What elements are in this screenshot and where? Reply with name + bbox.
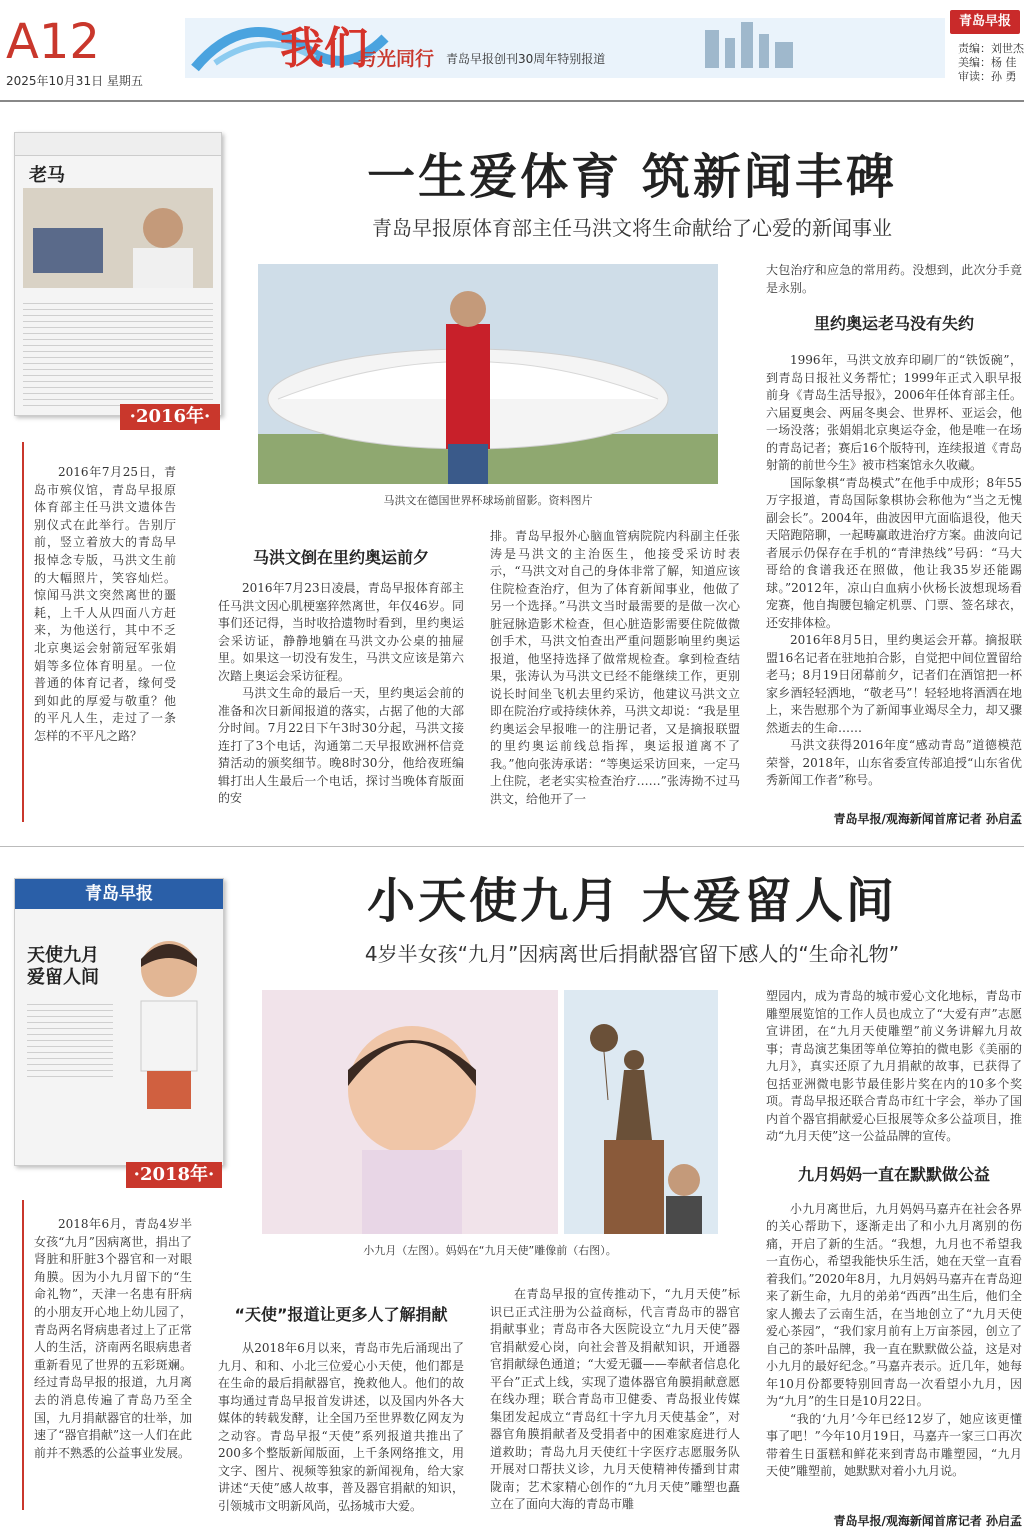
thumbnail-title: 老马 <box>29 165 65 186</box>
byline: 青岛早报/观海新闻首席记者 孙启孟 <box>833 1514 1022 1528</box>
newspaper-logo: 青岛早报 <box>950 10 1020 34</box>
statue-photo <box>564 990 718 1234</box>
svg-text:我们: 我们 <box>280 23 368 74</box>
paragraph: 马洪文生命的最后一天，里约奥运会前的准备和次日新闻报道的落实，占据了他的大部分时间。7月22日下午3时30分起，马洪文接连打了3个电话，沟通第二天早报欧洲杯信竞猜活动的颁奖细节。晚8时30分，他给夜班编辑打出人生最后一个电话，探讨当晚体育版面的安 <box>218 686 464 805</box>
article-column-1 <box>218 1340 464 1515</box>
credit-designer: 美编：杨 佳 <box>958 56 1017 69</box>
credits <box>958 42 1024 84</box>
article-column-3 <box>766 262 1022 790</box>
paragraph: 排。青岛早报外心脑血管病院院内科副主任张涛是马洪文的主治医生，他接受采访时表示，“马洪文对自己的身体非常了解，知道应该住院检查治疗，但为了体育新闻事业，他做了另一个选择。”马洪文当时最需要的是做一次心脏冠脉造影术检查，但心脏造影需要住院做微创手术，马洪文怕查出严重问题影响里约奥运报道，他坚持选择了做常规检查。拿到检查结果，张涛认为马洪文已经不能继续工作，更别说长时间坐飞机去里约采访，他建议马洪文立即在院治疗或持续休养，马洪文却说：“我是里约奥运会早报唯一的注册记者，又是摘报联盟的里约奥运前线总指挥，奥运报道离不了我。”他向张涛承诺：“等奥运采访回来，一定马上住院，老老实实检查治疗……”张涛拗不过马洪文，给他开了一 <box>490 529 740 806</box>
paragraph: 国际象棋“青岛模式”在他手中成形；8年55万字报道，青岛国际象棋协会称他为“当之无愧副会长”。2004年，曲波因甲亢面临退役，他天天陪跑陪聊，一起畴赢敢进治疗方案。曲波向记者展示仍保存在手机的“青津热线”号码：“马大哥给的食谱我还在照做，他让我35岁还能踢球。”2012年，凉山白血病小伙杨长波想现场看宠赛，他自掏腰包输定机票、门票、签名球衣，还安排体检。 <box>766 475 1022 630</box>
credit-proofreader: 审读：孙 勇 <box>958 70 1017 83</box>
paragraph: 在青岛早报的宣传推动下，“九月天使”标识已正式注册为公益商标，代言青岛市的器官捐献事业；青岛市各大医院设立“九月天使”器官捐献爱心岗，向社会普及捐献知识，开通器官捐献绿色通道；“大爱无疆——奉献者信息化平台”正式上线，实现了遗体器官角膜捐献意愿在线办理；联合青岛市卫健委、青岛报业传媒集团发起成立“青岛红十字九月天使基金”，对器官角膜捐献者及受捐者中的困难家庭进行人道救助；青岛九月天使红十字医疗志愿服务队开展对口帮扶义诊，九月天使精神传播到甘肃陇南；艺术家精心创作的“九月天使”雕塑也矗立在了面向大海的青岛市雕 <box>490 1287 740 1511</box>
byline: 青岛早报/观海新闻首席记者 孙启孟 <box>833 812 1022 826</box>
paragraph: 2016年8月5日，里约奥运会开幕。摘报联盟16名记者在驻地拍合影，自觉把中间位置留给老马；8月19日闭幕前夕，记者们在酒馆把一杯家乡酒轻轻洒地，“敬老马”！轻轻地将酒洒在地上，来告慰那个为了新闻事业竭尽全力，却又骤然逝去的生命…… <box>766 633 1022 735</box>
paragraph: “我的‘九月’今年已经12岁了，她应该更懂事了吧！”今年10月19日，马嘉卉一家三口再次带着生日蛋糕和鲜花来到青岛市雕塑园，“九月天使”雕塑前，她默默对着小九月说。 <box>766 1411 1022 1478</box>
paragraph: 马洪文获得2016年度“感动青岛”道德模范荣誉，2018年，山东省委宣传部追授“山东省优秀新闻工作者”称号。 <box>766 738 1022 787</box>
year-tag-2018: ·2018年· <box>126 1162 222 1188</box>
article-column-2 <box>490 528 740 808</box>
header-divider <box>0 100 1024 102</box>
article-column-1 <box>218 580 464 808</box>
girl-photo <box>262 990 558 1234</box>
section-heading: “天使”报道让更多人了解捐献 <box>234 1305 448 1324</box>
article-column-2 <box>490 1286 740 1514</box>
year-tag-2016: ·2016年· <box>120 404 220 430</box>
subheadline: 4岁半女孩“九月”因病离世后捐献器官留下感人的“生命礼物” <box>364 942 900 966</box>
thumbnail-title: 天使九月 爱留人间 <box>27 945 99 988</box>
paragraph: 从2018年6月以来，青岛市先后涌现出了九月、和和、小北三位爱心小天使，他们都是在生命的最后捐献器官，挽救他人。他们的故事均通过青岛早报首发讲述，以及国内外各大媒体的转载发酵，让全国乃至世界数亿网友为之动容。青岛早报“天使”系列报道共推出了200多个整版新闻版面，上千条网络推文，用文字、图片、视频等独家的新闻视角，给大家讲述“天使”感人故事，普及器官捐献的知识，引领城市文明新风尚，弘扬城市大爱。 <box>218 1341 464 1513</box>
side-intro-text: 2016年7月25日，青岛市殡仪馆，青岛早报原体育部主任马洪文遗体告别仪式在此举行。告别厅前，竖立着放大的青岛早报悼念专版，马洪文生前的大幅照片，笑容灿烂。惊闻马洪文突然离世的噩耗，上千人从四面八方赶来，为他送行，其中不乏北京奥运会射箭冠军张娟娟等多位体育明星。一位普通的体育记者，缘何受到如此的厚爱与敬重？他的平凡人生，走过了一条怎样的不平凡之路？ <box>34 465 176 743</box>
article-column-3 <box>766 988 1022 1481</box>
photo-caption: 马洪文在德国世界杯球场前留影。资料图片 <box>383 494 593 507</box>
page-number: A12 <box>6 14 100 70</box>
stadium-photo <box>258 264 718 484</box>
headline: 小天使九月 大爱留人间 <box>367 873 897 929</box>
side-accent-line <box>22 1200 24 1510</box>
thumbnail-text-block <box>27 999 113 1079</box>
photo-caption: 小九月（左图）。妈妈在“九月天使”雕像前（右图）。 <box>363 1244 617 1257</box>
section-heading: 里约奥运老马没有失约 <box>813 314 974 333</box>
thumbnail-photo <box>23 188 213 288</box>
paragraph: 塑园内，成为青岛的城市爱心文化地标，青岛市雕塑展览馆的工作人员也成立了“大爱有声”志愿宣讲团，在“九月天使雕塑”前义务讲解九月故事；青岛演艺集团等单位筹拍的微电影《美丽的九月》，真实还原了九月捐献的故事，已获得了包括亚洲微电影节最佳影片奖在内的10多个奖项。青岛早报还联合青岛市红十字会，举办了国内首个器官捐献爱心巨报展等众多公益项目，推动“九月天使”这一公益品牌的宣传。 <box>766 989 1022 1143</box>
section-heading: 马洪文倒在里约奥运前夕 <box>252 548 429 567</box>
thumbnail-text-block <box>23 298 213 408</box>
side-intro-text: 2018年6月，青岛4岁半女孩“九月”因病离世，捐出了肾脏和肝脏3个器官和一对眼角膜。因为小九月留下的“生命礼物”，天津一名患有肝病的小朋友开心地上幼儿园了，青岛两名肾病患者过上了正常人的生活，济南两名眼病患者重新看见了世界的五彩斑斓。经过青岛早报的报道，九月离去的消息传遍了青岛乃至全国，九月捐献器官的壮举，加速了“器官捐献”这一人们在此前并不熟悉的公益事业发展。 <box>34 1217 192 1460</box>
paragraph: 大包治疗和应急的常用药。没想到，此次分手竟是永别。 <box>766 263 1022 295</box>
anniversary-banner <box>185 8 945 88</box>
issue-date: 2025年10月31日 星期五 <box>6 74 143 88</box>
side-accent-line <box>22 442 24 822</box>
headline: 一生爱体育 筑新闻丰碑 <box>367 149 897 205</box>
anniversary-subtitle: 青岛早报创刊30周年特别报道 <box>446 52 606 66</box>
newspaper-thumbnail-2016 <box>14 132 222 416</box>
newspaper-thumbnail-2018 <box>14 878 224 1166</box>
paragraph: 1996年，马洪文放弃印刷厂的“铁饭碗”，到青岛日报社义务帮忙；1999年正式入职早报前身《青岛生活导报》，2006年任体育部主任。六届夏奥会、两届冬奥会、世界杯、亚运会，他一场没落；张娟娟北京奥运夺金，他是唯一在场的青岛记者；赛后16个版特刊，连续报道《青岛射箭的前世今生》被市档案馆永久收藏。 <box>766 353 1022 472</box>
paragraph: 2016年7月23日凌晨，青岛早报体育部主任马洪文因心肌梗塞猝然离世，年仅46岁。同事们还记得，当时收拾遗物时看到，里约奥运会采访证，静静地躺在马洪文办公桌的抽屉里。如果这一切没有发生，马洪文应该是第六次踏上奥运会采访征程。 <box>218 581 464 683</box>
thumbnail-photo <box>119 929 217 1109</box>
story-divider <box>0 846 1024 847</box>
paragraph: 小九月离世后，九月妈妈马嘉卉在社会各界的关心帮助下，逐渐走出了和小九月离别的伤痛，开启了新的生活。“我想，九月也不希望我一直伤心，希望我能快乐生活，她在天堂一直看着我们。”2020年8月，九月妈妈马嘉卉在青岛迎来了新生命，九月的弟弟“西西”出生后，他们全家人搬去了云南生活，在当地创立了“九月天使爱心茶园”，“我们家月前有上万亩茶园，创立了自己的茶叶品牌，我一直在默默做公益，这是对小九月的最好纪念。”马嘉卉表示。近几年，她每年10月份都要特别回青岛一次看望小九月，因为“九月”的生日是10月22日。 <box>766 1201 1022 1408</box>
credit-editor: 责编：刘世杰 <box>958 42 1024 55</box>
section-heading: 九月妈妈一直在默默做公益 <box>797 1164 990 1184</box>
thumbnail-logo: 青岛早报 <box>15 879 223 909</box>
subheadline: 青岛早报原体育部主任马洪文将生命献给了心爱的新闻事业 <box>372 216 892 240</box>
slogan: 与光同行 <box>358 48 435 70</box>
